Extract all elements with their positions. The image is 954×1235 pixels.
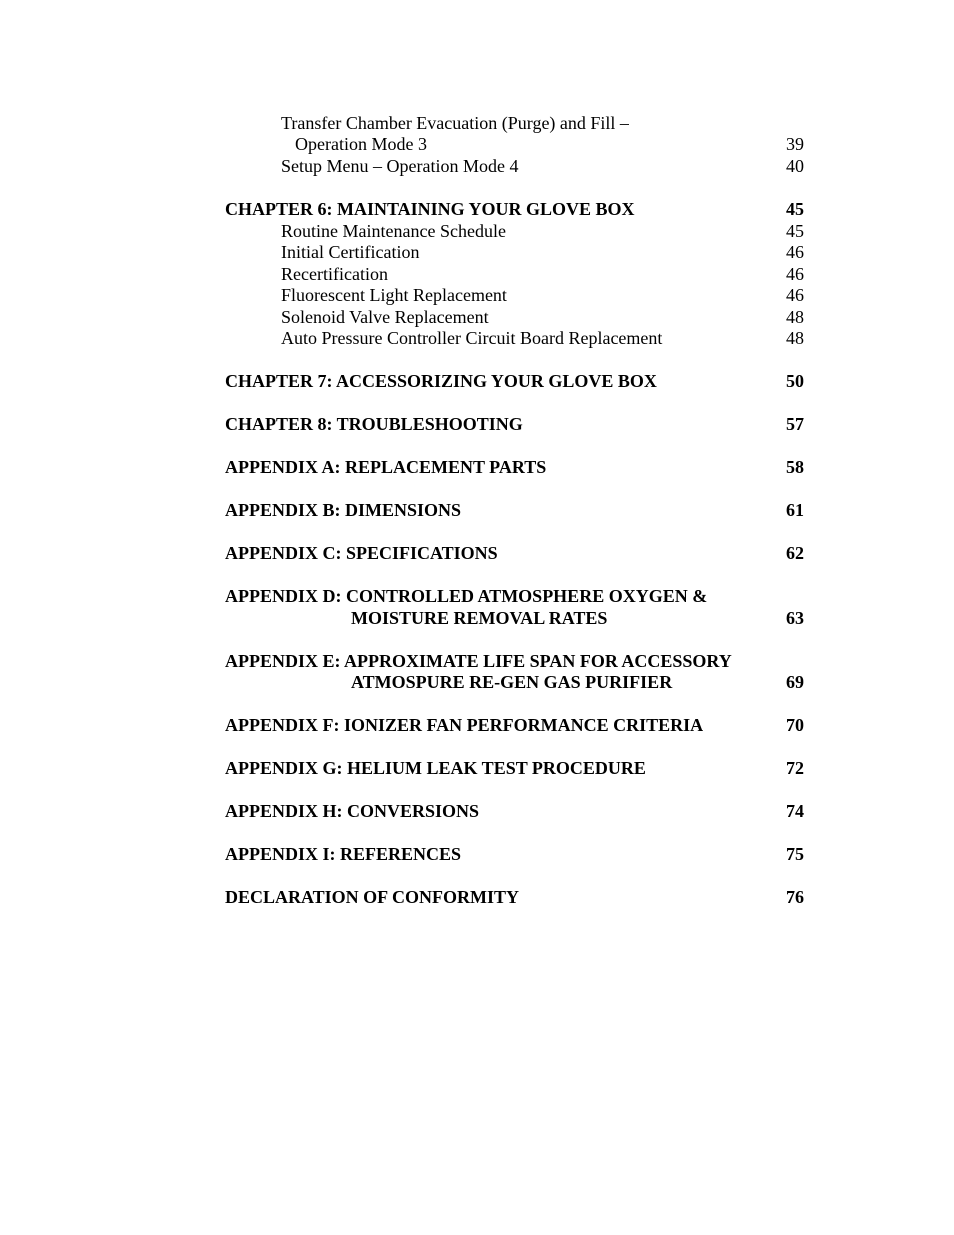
- toc-entry-auto-pressure-controller: [0, 327, 954, 349]
- toc-page-number: 57: [786, 414, 804, 434]
- toc-appendix-e: [0, 650, 954, 672]
- toc-chapter-title: CHAPTER 7: ACCESSORIZING YOUR GLOVE BOX: [225, 371, 657, 391]
- toc-appendix-title: APPENDIX F: IONIZER FAN PERFORMANCE CRITERIA: [225, 715, 704, 735]
- toc-page-number: 69: [786, 672, 804, 692]
- toc-appendix-title: APPENDIX I: REFERENCES: [225, 844, 462, 864]
- toc-declaration-of-conformity: [0, 886, 954, 908]
- toc-appendix-title: APPENDIX E: APPROXIMATE LIFE SPAN FOR ACCESSORY: [225, 651, 732, 671]
- toc-appendix-e-continued: [0, 671, 954, 693]
- toc-appendix-title: APPENDIX C: SPECIFICATIONS: [225, 543, 498, 563]
- toc-entry-title: Operation Mode 3: [295, 134, 427, 154]
- toc-appendix-title: APPENDIX D: CONTROLLED ATMOSPHERE OXYGEN &: [225, 586, 708, 606]
- toc-entry-title: Fluorescent Light Replacement: [281, 285, 507, 305]
- toc-page-number: 70: [786, 715, 804, 735]
- toc-page-number: 58: [786, 457, 804, 477]
- toc-page-number: 48: [786, 307, 804, 327]
- toc-page-number: 63: [786, 608, 804, 628]
- toc-page-number: 46: [786, 242, 804, 262]
- toc-entry-solenoid-valve: [0, 306, 954, 328]
- toc-page-number: 46: [786, 285, 804, 305]
- toc-entry-fluorescent-light: [0, 284, 954, 306]
- toc-appendix-title: ATMOSPURE RE-GEN GAS PURIFIER: [351, 672, 673, 692]
- toc-entry-routine-maintenance: [0, 220, 954, 242]
- toc-page-number: 62: [786, 543, 804, 563]
- toc-chapter-7: [0, 370, 954, 392]
- toc-entry-recertification: [0, 263, 954, 285]
- toc-entry-operation-mode-3: [0, 133, 954, 155]
- toc-appendix-c: [0, 542, 954, 564]
- toc-appendix-title: MOISTURE REMOVAL RATES: [351, 608, 608, 628]
- toc-appendix-title: APPENDIX A: REPLACEMENT PARTS: [225, 457, 547, 477]
- toc-page-number: 75: [786, 844, 804, 864]
- toc-appendix-d: [0, 585, 954, 607]
- toc-page-number: 50: [786, 371, 804, 391]
- toc-entry-title: Auto Pressure Controller Circuit Board Replacement: [281, 328, 663, 348]
- toc-entry-setup-menu: [0, 155, 954, 177]
- toc-appendix-a: [0, 456, 954, 478]
- toc-entry-title: Recertification: [281, 264, 388, 284]
- toc-chapter-6: [0, 198, 954, 220]
- toc-appendix-i: [0, 843, 954, 865]
- toc-page-number: 45: [786, 199, 804, 219]
- toc-appendix-b: [0, 499, 954, 521]
- toc-entry-title: Initial Certification: [281, 242, 420, 262]
- toc-appendix-title: APPENDIX H: CONVERSIONS: [225, 801, 480, 821]
- toc-entry-initial-certification: [0, 241, 954, 263]
- toc-page-number: 72: [786, 758, 804, 778]
- toc-page-number: 48: [786, 328, 804, 348]
- toc-appendix-h: [0, 800, 954, 822]
- toc-chapter-title: CHAPTER 8: TROUBLESHOOTING: [225, 414, 523, 434]
- toc-appendix-f: [0, 714, 954, 736]
- toc-appendix-title: APPENDIX G: HELIUM LEAK TEST PROCEDURE: [225, 758, 646, 778]
- toc-page-number: 39: [786, 134, 804, 154]
- toc-entry-title: Solenoid Valve Replacement: [281, 307, 489, 327]
- toc-appendix-d-continued: [0, 607, 954, 629]
- toc-entry-title: Transfer Chamber Evacuation (Purge) and Fill –: [281, 113, 629, 133]
- toc-page-number: 45: [786, 221, 804, 241]
- toc-entry-transfer-chamber: [0, 112, 954, 134]
- toc-chapter-8: [0, 413, 954, 435]
- toc-page-number: 46: [786, 264, 804, 284]
- toc-entry-title: Setup Menu – Operation Mode 4: [281, 156, 519, 176]
- toc-entry-title: DECLARATION OF CONFORMITY: [225, 887, 520, 907]
- toc-chapter-title: CHAPTER 6: MAINTAINING YOUR GLOVE BOX: [225, 199, 635, 219]
- toc-page-number: 76: [786, 887, 804, 907]
- toc-entry-title: Routine Maintenance Schedule: [281, 221, 506, 241]
- toc-page-number: 74: [786, 801, 804, 821]
- toc-appendix-g: [0, 757, 954, 779]
- toc-page-number: 40: [786, 156, 804, 176]
- toc-page-number: 61: [786, 500, 804, 520]
- toc-appendix-title: APPENDIX B: DIMENSIONS: [225, 500, 462, 520]
